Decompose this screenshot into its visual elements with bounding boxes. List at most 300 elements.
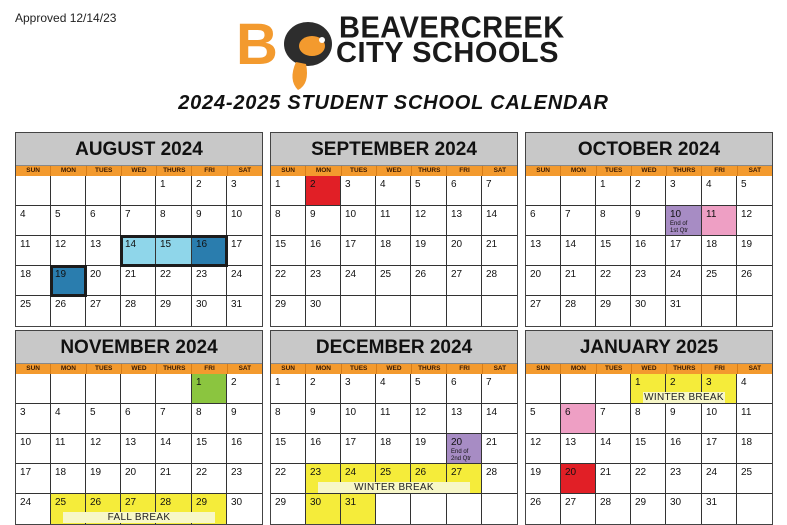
day-number: 8 [275,407,281,418]
day-grid [16,176,262,326]
day-cell [86,464,121,494]
day-number: 22 [275,269,287,280]
day-cell [51,236,86,266]
day-number: 23 [635,269,647,280]
day-number: 6 [530,209,536,220]
day-number: 12 [415,407,427,418]
day-number: 14 [486,209,498,220]
empty-cell [526,176,561,206]
day-cell [411,434,447,464]
day-cell [121,206,156,236]
day-cell [271,296,306,326]
day-number: 31 [706,497,718,508]
day-number: 18 [380,239,392,250]
day-number: 1 [160,179,166,190]
empty-cell [737,296,772,326]
day-cell [411,266,447,296]
weekday-label: SAT [238,365,252,372]
weekday-label: FRI [447,364,482,374]
day-cell [631,464,666,494]
day-number: 17 [345,239,357,250]
empty-cell [482,296,517,326]
empty-cell [737,494,772,524]
day-cell [702,206,737,236]
day-cell [156,236,192,266]
empty-cell [447,296,482,326]
day-cell [192,236,227,266]
break-label: FALL BREAK [63,512,215,523]
empty-cell [86,176,121,206]
day-cell [631,236,666,266]
day-cell [702,494,737,524]
day-cell [271,434,306,464]
day-number: 24 [706,467,718,478]
day-number: 18 [706,239,718,250]
day-number: 26 [90,497,102,508]
day-number: 10 [20,437,32,448]
day-cell [51,206,86,236]
day-cell [411,374,447,404]
day-cell [86,296,121,326]
weekday-header [16,166,262,176]
empty-cell [51,176,86,206]
approval-date: Approved 12/14/23 [15,11,117,25]
day-number: 11 [380,407,391,418]
day-number: 30 [196,299,208,310]
weekday-header [526,364,772,374]
day-cell [376,236,411,266]
day-number: 1 [600,179,606,190]
day-grid [526,176,772,326]
day-number: 11 [380,209,391,220]
day-cell [341,266,376,296]
weekday-label: FRI [192,364,227,374]
day-number: 23 [670,467,682,478]
day-number: 25 [741,467,753,478]
day-cell [737,374,772,404]
day-cell [192,176,227,206]
weekday-label: FRI [702,166,737,176]
day-cell [482,434,517,464]
weekday-label: MON [561,364,596,374]
day-cell [341,494,376,524]
day-number: 8 [160,209,166,220]
day-number: 4 [380,179,386,190]
day-cell [156,296,192,326]
day-number: 24 [231,269,243,280]
day-cell [227,374,262,404]
day-number: 24 [345,269,357,280]
day-cell [227,206,262,236]
empty-cell [447,494,482,524]
empty-cell [411,296,447,326]
weekday-label: MON [306,364,341,374]
day-number: 24 [345,467,357,478]
day-cell [271,494,306,524]
day-cell [561,206,596,236]
day-cell [631,296,666,326]
day-grid [16,374,262,524]
weekday-label: FRI [192,166,227,176]
day-cell [631,206,666,236]
day-cell [561,296,596,326]
day-cell [16,206,51,236]
day-number: 2 [310,179,316,190]
day-number: 21 [486,437,498,448]
day-cell [227,296,262,326]
day-number: 2 [310,377,316,388]
day-number: 30 [670,497,682,508]
day-cell [666,176,702,206]
day-number: 23 [196,269,208,280]
day-number: 18 [20,269,32,280]
day-cell [306,494,341,524]
day-number: 13 [451,209,463,220]
day-cell [702,464,737,494]
weekday-label: TUES [87,364,122,374]
day-number: 8 [196,407,202,418]
day-cell [121,434,156,464]
day-cell [561,464,596,494]
day-cell [447,434,482,464]
month-october [525,132,773,327]
day-cell [227,404,262,434]
day-number: 10 [345,209,357,220]
weekday-label: MON [51,166,86,176]
weekday-label: TUES [342,166,377,176]
day-number: 23 [310,269,322,280]
day-cell [341,236,376,266]
day-number: 10 [231,209,243,220]
month-december [270,330,518,525]
weekday-label: WED [632,166,667,176]
day-number: 20 [530,269,542,280]
day-cell [341,404,376,434]
day-cell [631,494,666,524]
day-number: 7 [486,179,492,190]
empty-cell [16,374,51,404]
day-number: 30 [310,299,322,310]
day-number: 2 [670,377,676,388]
day-number: 18 [741,437,753,448]
weekday-label: SAT [748,167,762,174]
day-number: 13 [565,437,577,448]
weekday-label: SUN [526,364,561,374]
day-cell [561,266,596,296]
day-cell [51,404,86,434]
day-number: 11 [706,209,717,220]
day-cell [596,176,631,206]
empty-cell [561,374,596,404]
day-number: 28 [486,269,498,280]
day-number: 12 [415,209,427,220]
day-cell [192,206,227,236]
empty-cell [86,374,121,404]
day-cell [306,374,341,404]
empty-cell [702,296,737,326]
day-number: 1 [275,377,281,388]
day-number: 27 [90,299,102,310]
day-cell [16,236,51,266]
day-cell [306,404,341,434]
day-cell [16,266,51,296]
logo-text-bottom: CITY SCHOOLS [336,37,559,69]
weekday-label: MON [561,166,596,176]
day-number: 7 [600,407,606,418]
day-cell [482,266,517,296]
empty-cell [411,494,447,524]
day-number: 30 [635,299,647,310]
day-number: 13 [530,239,542,250]
day-cell [482,176,517,206]
weekday-label: MON [51,364,86,374]
day-cell [156,206,192,236]
weekday-label: THURS [157,364,192,374]
weekday-label: WED [632,364,667,374]
day-cell [192,296,227,326]
weekday-label: SAT [493,167,507,174]
day-number: 27 [451,467,463,478]
day-cell [192,404,227,434]
weekday-label: TUES [597,364,632,374]
day-number: 24 [670,269,682,280]
weekday-header [526,166,772,176]
day-cell [596,266,631,296]
day-cell [447,374,482,404]
day-number: 5 [415,377,421,388]
day-number: 21 [125,269,137,280]
svg-text:B: B [236,12,278,77]
weekday-label: TUES [342,364,377,374]
day-number: 13 [125,437,137,448]
day-cell [156,266,192,296]
day-cell [526,266,561,296]
day-cell [121,266,156,296]
empty-cell [596,374,631,404]
day-cell [306,176,341,206]
day-number: 2 [196,179,202,190]
day-number: 11 [741,407,752,418]
day-number: 14 [125,239,137,250]
day-number: 10 [345,407,357,418]
day-cell [596,434,631,464]
day-cell [411,404,447,434]
month-title: SEPTEMBER 2024 [271,133,517,166]
day-cell [737,266,772,296]
weekday-label: SUN [526,166,561,176]
weekday-label: FRI [702,364,737,374]
day-cell [86,434,121,464]
quarter-note: End of [451,449,469,455]
day-number: 28 [125,299,137,310]
day-number: 20 [451,239,463,250]
day-cell [411,206,447,236]
day-number: 21 [160,467,172,478]
day-cell [737,206,772,236]
day-number: 12 [530,437,542,448]
day-number: 29 [160,299,172,310]
day-cell [51,434,86,464]
day-number: 31 [670,299,682,310]
day-cell [526,206,561,236]
day-number: 3 [20,407,26,418]
day-number: 17 [706,437,718,448]
quarter-note: 2nd Qtr [451,456,472,462]
day-number: 10 [706,407,718,418]
day-number: 17 [231,239,243,250]
day-cell [482,464,517,494]
day-cell [526,296,561,326]
day-cell [341,176,376,206]
day-number: 16 [310,437,322,448]
day-cell [121,404,156,434]
day-cell [376,206,411,236]
day-cell [156,404,192,434]
day-cell [482,404,517,434]
day-cell [192,434,227,464]
day-number: 26 [55,299,67,310]
day-number: 18 [55,467,67,478]
day-cell [447,266,482,296]
day-number: 3 [345,179,351,190]
day-cell [482,374,517,404]
weekday-label: SUN [16,166,51,176]
empty-cell [121,176,156,206]
day-cell [51,296,86,326]
day-cell [376,176,411,206]
day-cell [16,464,51,494]
day-number: 19 [55,269,67,280]
day-number: 23 [310,467,322,478]
day-number: 24 [20,497,32,508]
day-cell [121,464,156,494]
day-number: 13 [451,407,463,418]
day-cell [16,494,51,524]
day-cell [447,206,482,236]
day-number: 1 [196,377,202,388]
weekday-label: WED [377,364,412,374]
day-number: 19 [415,239,427,250]
day-cell [192,266,227,296]
day-cell [702,266,737,296]
day-number: 22 [600,269,612,280]
day-cell [51,266,86,296]
day-cell [666,494,702,524]
day-number: 15 [275,239,287,250]
weekday-label: WED [122,364,157,374]
day-cell [596,236,631,266]
day-cell [561,236,596,266]
day-number: 29 [275,299,287,310]
day-number: 3 [231,179,237,190]
day-cell [737,236,772,266]
weekday-label: SUN [271,364,306,374]
day-cell [192,374,227,404]
break-label: WINTER BREAK [318,482,470,493]
day-cell [561,434,596,464]
day-cell [16,404,51,434]
empty-cell [156,374,192,404]
day-number: 31 [231,299,243,310]
day-cell [526,494,561,524]
day-number: 22 [160,269,172,280]
day-cell [666,236,702,266]
month-title: JANUARY 2025 [526,331,772,364]
day-number: 26 [741,269,753,280]
day-number: 14 [600,437,612,448]
day-number: 15 [600,239,612,250]
weekday-header [16,364,262,374]
weekday-label: TUES [597,166,632,176]
day-number: 22 [196,467,208,478]
day-cell [16,434,51,464]
day-cell [227,494,262,524]
empty-cell [482,494,517,524]
day-number: 20 [565,467,577,478]
weekday-label: SUN [271,166,306,176]
day-cell [702,236,737,266]
day-number: 28 [565,299,577,310]
day-number: 27 [451,269,463,280]
day-cell [666,464,702,494]
day-number: 29 [600,299,612,310]
day-cell [121,296,156,326]
day-number: 9 [310,209,316,220]
day-number: 7 [125,209,131,220]
day-number: 16 [231,437,243,448]
day-number: 27 [125,497,137,508]
day-number: 21 [565,269,577,280]
day-number: 14 [565,239,577,250]
weekday-label: TUES [87,166,122,176]
day-cell [306,236,341,266]
day-number: 6 [451,377,457,388]
day-cell [121,236,156,266]
empty-cell [121,374,156,404]
beaver-logo-icon [236,10,346,92]
weekday-label: FRI [447,166,482,176]
day-number: 21 [486,239,498,250]
day-number: 9 [670,407,676,418]
day-number: 13 [90,239,102,250]
day-number: 9 [231,407,237,418]
day-number: 7 [486,377,492,388]
day-number: 28 [160,497,172,508]
day-number: 2 [231,377,237,388]
day-number: 20 [451,437,463,448]
day-number: 5 [55,209,61,220]
month-august [15,132,263,327]
day-number: 17 [20,467,32,478]
day-number: 4 [55,407,61,418]
day-number: 25 [380,269,392,280]
weekday-header [271,166,517,176]
day-number: 7 [160,407,166,418]
weekday-label: THURS [412,166,447,176]
day-cell [737,434,772,464]
day-number: 11 [20,239,31,250]
quarter-note: 1st Qtr [670,228,689,234]
day-number: 30 [231,497,243,508]
day-cell [666,404,702,434]
day-number: 8 [600,209,606,220]
weekday-label: THURS [667,166,702,176]
day-number: 29 [275,497,287,508]
day-number: 8 [275,209,281,220]
day-cell [411,236,447,266]
day-cell [631,404,666,434]
day-cell [596,206,631,236]
